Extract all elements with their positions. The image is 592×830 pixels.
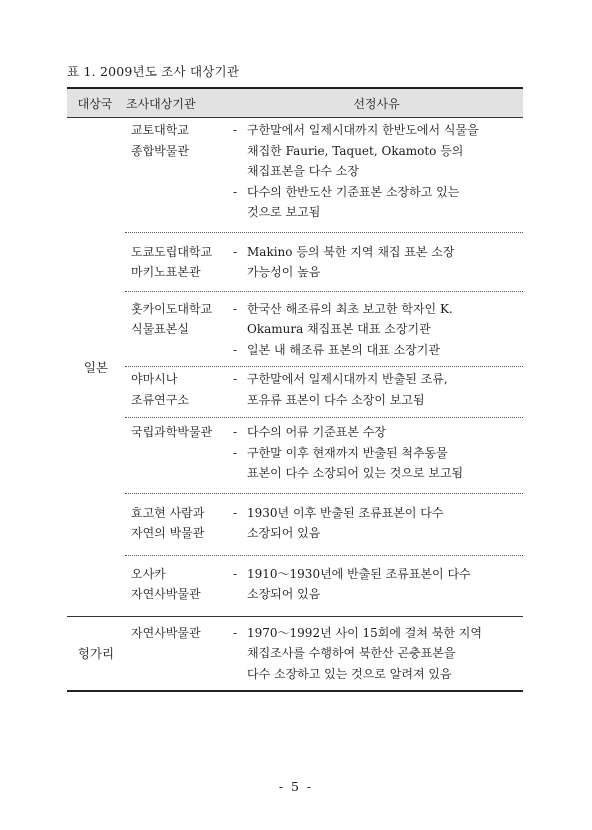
reason-text: 구한말에서 일제시대까지 반출된 조류,	[247, 372, 448, 386]
reason-text: 채집조사를 수행하여 북한산 곤충표본을	[247, 646, 456, 660]
reason-text: 1930년 이후 반출된 조류표본이 다수	[247, 505, 444, 520]
reason-cell	[233, 503, 523, 544]
bullet-dash: -	[233, 372, 238, 386]
institution-line: 자연의 박물관	[131, 526, 205, 540]
reason-cell	[233, 564, 523, 605]
table-row	[125, 292, 523, 368]
institution-line: 식물표본실	[131, 322, 189, 336]
institution-line: 마키노표본관	[131, 265, 201, 279]
reason-text: 다수의 어류 기준표본 수장	[247, 425, 386, 439]
reason-text: 구한말에서 일제시대까지 한반도에서 식물을	[247, 123, 479, 137]
bullet-dash: -	[233, 625, 238, 640]
institution-cell	[125, 120, 233, 223]
reason-item	[233, 369, 519, 390]
institution-line: 자연사박물관	[131, 587, 201, 601]
institution-cell	[125, 369, 233, 410]
reason-text: 것으로 보고됨	[247, 205, 321, 219]
bullet-dash: -	[233, 425, 238, 439]
institution-cell	[125, 623, 233, 685]
page-number: - 5 -	[278, 779, 314, 794]
reason-item	[233, 299, 519, 320]
table-row	[125, 367, 523, 418]
reason-text: Okamura 채집표본 대표 소장기관	[247, 322, 431, 336]
reason-cell	[233, 242, 523, 283]
reason-cell	[233, 369, 523, 410]
institution-line: 조류연구소	[131, 392, 189, 407]
survey-institutions-table	[67, 87, 523, 692]
table-row	[125, 556, 523, 616]
country-name: 일본	[83, 359, 109, 375]
bullet-dash: -	[233, 342, 238, 357]
institution-line: 종합박물관	[131, 143, 189, 158]
reason-text: 소장되어 있음	[247, 587, 321, 601]
country-group	[67, 617, 523, 693]
institution-cell	[125, 242, 233, 283]
reason-text: 1970～1992년 사이 15회에 걸쳐 북한 지역	[247, 625, 482, 640]
header-country: 대상국	[77, 96, 113, 111]
reason-item	[233, 503, 519, 524]
table-row	[125, 494, 523, 556]
table-caption: 표 1. 2009년도 조사 대상기관	[67, 64, 240, 79]
country-name: 헝가리	[77, 646, 115, 662]
group-rows	[125, 617, 523, 691]
reason-item	[233, 182, 519, 203]
institution-line: 야마시나	[131, 372, 178, 386]
header-institution: 조사대상기관	[126, 96, 196, 111]
country-group	[67, 118, 523, 617]
table-body	[67, 118, 523, 692]
reason-text: 포유류 표본이 다수 소장이 보고됨	[247, 392, 425, 407]
institution-line: 도쿄도립대학교	[131, 244, 213, 259]
table-row	[125, 617, 523, 691]
bullet-dash: -	[233, 123, 238, 137]
institution-line: 오사카	[131, 566, 166, 581]
bullet-dash: -	[233, 301, 238, 316]
table-row	[125, 233, 523, 292]
reason-text: 표본이 다수 소장되어 있는 것으로 보고됨	[247, 466, 464, 480]
reason-cell	[233, 422, 523, 484]
bullet-dash: -	[233, 566, 238, 581]
reason-item	[233, 623, 519, 644]
reason-text: 채집표본을 다수 소장	[247, 164, 359, 178]
header-reason: 선정사유	[353, 96, 400, 111]
reason-text: 채집한 Faurie, Taquet, Okamoto 등의	[247, 143, 464, 158]
reason-text: 다수의 한반도산 기준표본 소장하고 있는	[247, 184, 460, 199]
table-row	[125, 418, 523, 494]
reason-cell	[233, 299, 523, 361]
reason-text: 다수 소장하고 있는 것으로 알려져 있음	[247, 666, 452, 681]
bullet-dash: -	[233, 505, 238, 520]
reason-item	[233, 443, 519, 464]
reason-text: Makino 등의 북한 지역 채집 표본 소장	[247, 244, 455, 259]
institution-line: 효고현 사람과	[131, 505, 205, 520]
institution-line: 자연사박물관	[131, 625, 201, 640]
bullet-dash: -	[233, 445, 238, 460]
reason-item	[233, 120, 519, 141]
institution-cell	[125, 422, 233, 484]
institution-cell	[125, 299, 233, 361]
reason-item	[233, 422, 519, 443]
institution-cell	[125, 503, 233, 544]
bullet-dash: -	[233, 184, 238, 199]
reason-text: 구한말 이후 현재까지 반출된 척추동물	[247, 445, 448, 460]
reason-item	[233, 340, 519, 361]
institution-line: 홋카이도대학교	[131, 301, 213, 316]
institution-line: 교토대학교	[131, 123, 189, 137]
table-row	[125, 118, 523, 233]
reason-text: 가능성이 높음	[247, 265, 321, 279]
reason-text: 1910～1930년에 반출된 조류표본이 다수	[247, 566, 471, 581]
institution-line: 국립과학박물관	[131, 425, 213, 439]
bullet-dash: -	[233, 244, 238, 259]
group-rows	[125, 118, 523, 616]
reason-text: 한국산 해조류의 최초 보고한 학자인 K.	[247, 301, 453, 316]
institution-cell	[125, 564, 233, 605]
reason-cell	[233, 120, 523, 223]
reason-item	[233, 242, 519, 263]
reason-item	[233, 564, 519, 585]
reason-cell	[233, 623, 523, 685]
reason-text: 일본 내 해조류 표본의 대표 소장기관	[247, 342, 440, 357]
reason-text: 소장되어 있음	[247, 526, 321, 540]
table-header	[67, 87, 523, 118]
